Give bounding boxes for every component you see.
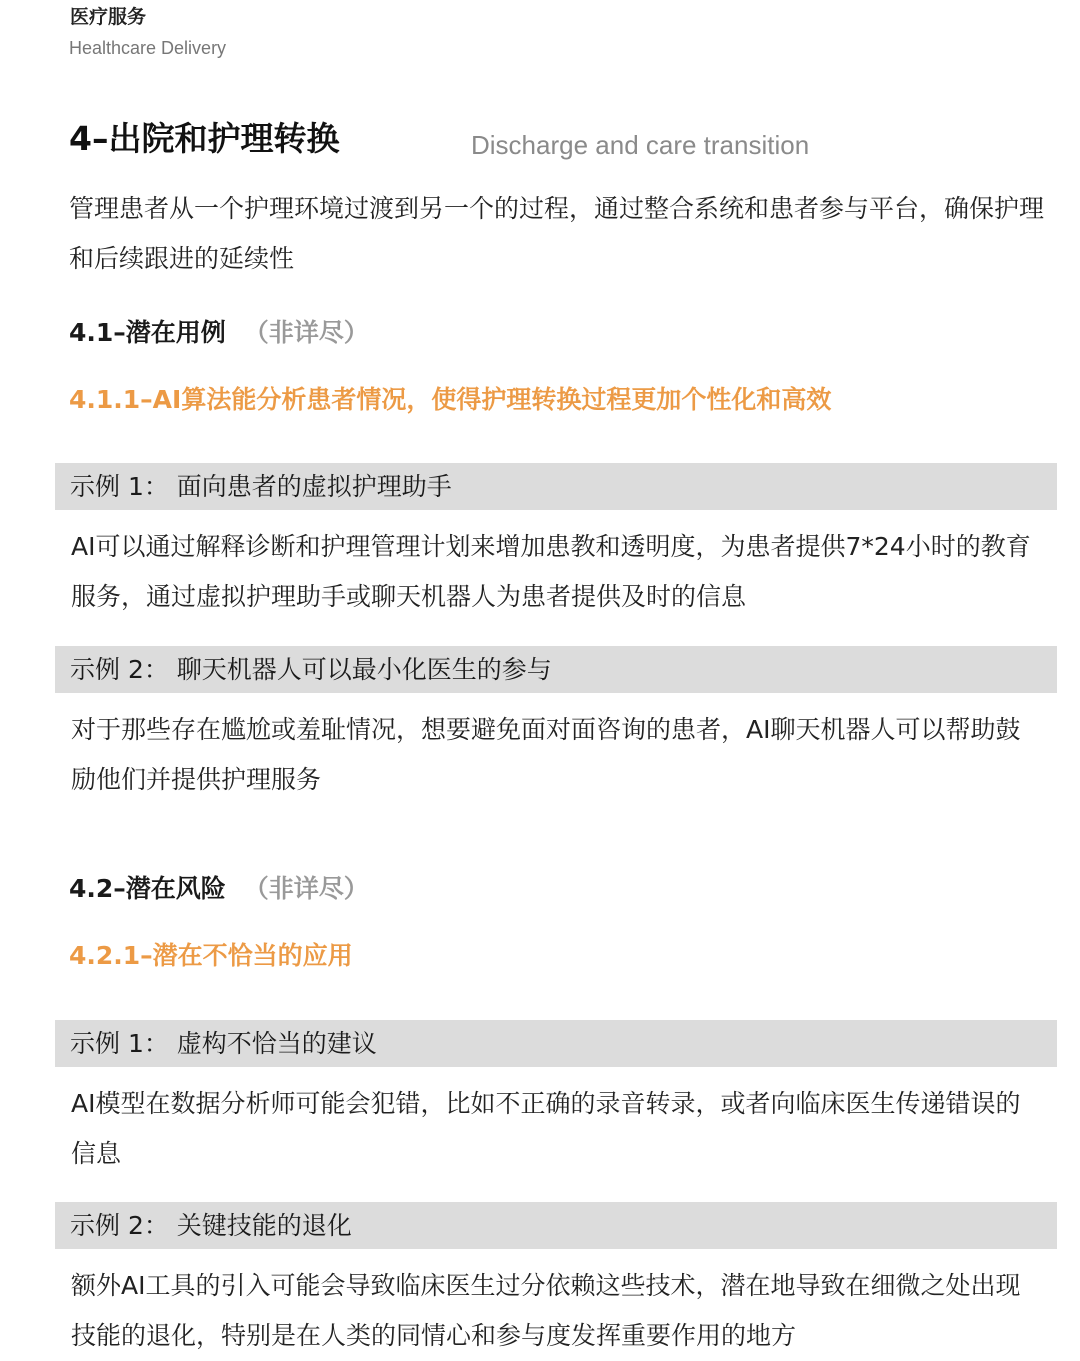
use-cases-heading-text: 4.1–潜在用例: [69, 318, 226, 347]
use-case-example-1-text: AI可以通过解释诊断和护理管理计划来增加患教和透明度，为患者提供7*24小时的教育服务，通过虚拟护理助手或聊天机器人为患者提供及时的信息: [71, 532, 1031, 611]
risk-example-1-label: 示例 1： 虚构不恰当的建议: [70, 1029, 377, 1058]
use-cases-subheading: 4.1.1–AI算法能分析患者情况，使得护理转换过程更加个性化和高效: [69, 385, 832, 414]
risk-example-1-text: AI模型在数据分析师可能会犯错，比如不正确的录音转录，或者向临床医生传递错误的信息: [71, 1089, 1021, 1168]
risk-example-2-label: 示例 2： 关键技能的退化: [70, 1211, 352, 1240]
risks-subheading: 4.2.1–潜在不恰当的应用: [69, 941, 353, 970]
section-title-en: Discharge and care transition: [471, 130, 810, 160]
risks-heading-text: 4.2–潜在风险: [69, 874, 226, 903]
section-intro: 管理患者从一个护理环境过渡到另一个的过程，通过整合系统和患者参与平台，确保护理和后续跟进的延续性: [69, 194, 1045, 273]
risk-example-2-text: 额外AI工具的引入可能会导致临床医生过分依赖这些技术，潜在地导致在细微之处出现技能的退化，特别是在人类的同情心和参与度发挥重要作用的地方: [71, 1271, 1021, 1350]
brand-name-cn: 医疗服务: [70, 6, 147, 28]
use-cases-note: （非详尽）: [243, 318, 369, 347]
risk-example-1-bar: [55, 1020, 1057, 1067]
risk-example-2-bar: [55, 1202, 1057, 1249]
use-case-example-1-label: 示例 1： 面向患者的虚拟护理助手: [70, 472, 452, 501]
use-cases-heading: [69, 316, 369, 350]
use-case-example-1-bar: [55, 463, 1057, 510]
brand-name-en: Healthcare Delivery: [69, 38, 227, 58]
risks-heading: [69, 872, 369, 906]
section-title: 4–出院和护理转换: [69, 119, 340, 158]
use-case-example-2-label: 示例 2： 聊天机器人可以最小化医生的参与: [70, 655, 552, 684]
use-case-example-2-bar: [55, 646, 1057, 693]
use-case-example-2-text: 对于那些存在尴尬或羞耻情况，想要避免面对面咨询的患者，AI聊天机器人可以帮助鼓励他们并提供护理服务: [71, 715, 1021, 794]
risks-note: （非详尽）: [243, 874, 369, 903]
